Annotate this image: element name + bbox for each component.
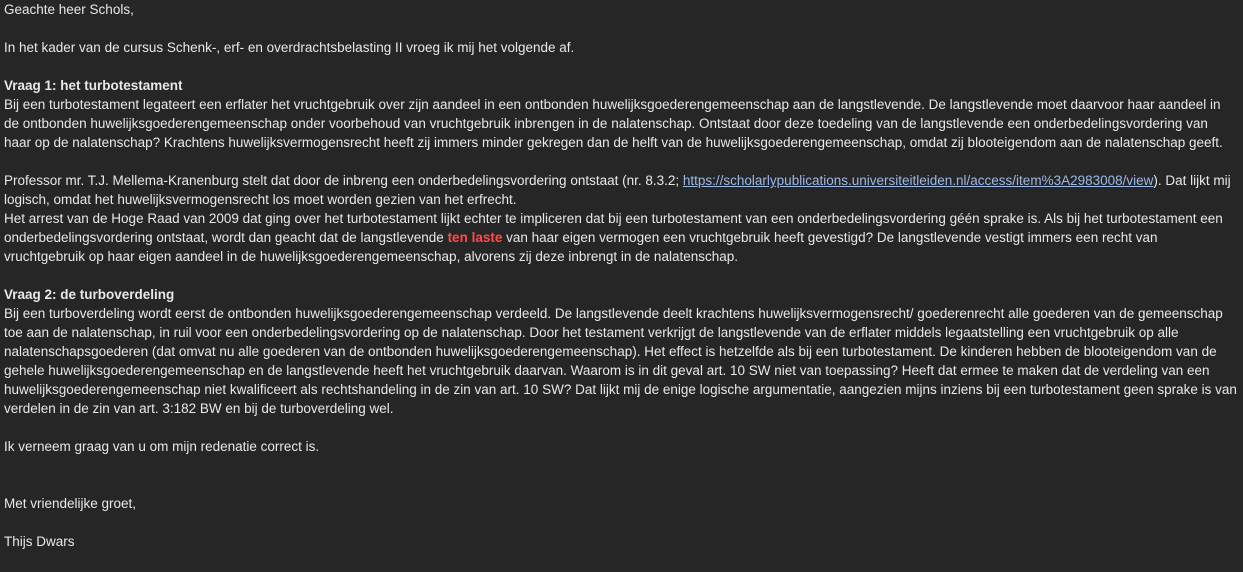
closing-question: Ik verneem graag van u om mijn redenatie correct is. (4, 439, 320, 454)
signature: Thijs Dwars (4, 534, 75, 549)
intro-paragraph: In het kader van de cursus Schenk-, erf- en overdrachtsbelasting II vroeg ik mij het volgende af. (4, 40, 575, 55)
paragraph-3-text-before: Het arrest van de Hoge Raad van 2009 dat ging over het turbotestament lijkt echter te impliceren dat bij een turbotestament van een onderbedelingsvordering géén sprake is. Als bij het turbotestament een onderbedelingsvordering ontstaat, wordt dan geacht dat de langstlevende (4, 211, 1223, 245)
blank-line (4, 152, 1238, 171)
question-1-heading: Vraag 1: het turbotestament (4, 78, 183, 93)
blank-line (4, 266, 1238, 285)
highlighted-text-ten-laste: ten laste (447, 230, 503, 245)
email-body (4, 0, 1238, 551)
salutation: Geachte heer Schols, (4, 2, 134, 17)
question-2-heading: Vraag 2: de turboverdeling (4, 287, 175, 302)
question-1-paragraph-2 (4, 171, 1238, 209)
paragraph-3-text-after: van haar eigen vermogen een vruchtgebruik heeft gevestigd? De langstlevende vestigt immers een recht van vruchtgebruik op haar eigen aandeel in de huwelijksgoederengemeenschap, alvorens zij deze inbrengt in de nalatenschap. (4, 230, 1158, 264)
question-1-paragraph-3 (4, 209, 1238, 266)
blank-line (4, 456, 1238, 475)
question-1-paragraph-1: Bij een turbotestament legateert een erflater het vruchtgebruik over zijn aandeel in een ontbonden huwelijksgoederengemeenschap aan de langstlevende. De langstlevende moet daarvoor haar aandeel in de ontbonden huwelijksgoederengemeenschap onder voorbehoud van vruchtgebruik inbrengen in de nalatenschap. Ontstaat door deze toedeling van de langstlevende een onderbedelingsvordering van haar op de nalatenschap? Krachtens huwelijksvermogensrecht heeft zij immers minder gekregen dan de helft van de huwelijksgoederengemeenschap, omdat zij blooteigendom aan de nalatenschap geeft. (4, 97, 1223, 150)
scholarly-publication-link[interactable]: https://scholarlypublications.universiteitleiden.nl/access/item%3A2983008/view (682, 173, 1154, 188)
blank-line (4, 475, 1238, 494)
closing-greeting: Met vriendelijke groet, (4, 496, 137, 511)
blank-line (4, 513, 1238, 532)
blank-line (4, 57, 1238, 76)
paragraph-2-text-after-link: ). Dat lijkt mij logisch, omdat het huwelijksvermogensrecht los moet worden gezien van het erfrecht. (4, 173, 1231, 207)
blank-line (4, 418, 1238, 437)
blank-line (4, 19, 1238, 38)
paragraph-2-text-before-link: Professor mr. T.J. Mellema-Kranenburg stelt dat door de inbreng een onderbedelingsvordering ontstaat (nr. 8.3.2; (4, 173, 683, 188)
question-2-paragraph-1: Bij een turboverdeling wordt eerst de ontbonden huwelijksgoederengemeenschap verdeeld. De langstlevende deelt krachtens huwelijksvermogensrecht/ goederenrecht alle goederen van de gemeenschap toe aan de nalatenschap, in ruil voor een onderbedelingsvordering op de nalatenschap. Door het testament verkrijgt de langstlevende van de erflater middels legaatstelling een vruchtgebruik op alle nalatenschapsgoederen (dat omvat nu alle goederen van de ontbonden huwelijksgoederengemeenschap). Het effect is hetzelfde als bij een turbotestament. De kinderen hebben de blooteigendom van de gehele huwelijksgoederengemeenschap en de langstlevende heeft het vruchtgebruik daarvan. Waarom is in dit geval art. 10 SW niet van toepassing? Heeft dat ermee te maken dat de verdeling van een huwelijksgoederengemeenschap niet kwalificeert als rechtshandeling in de zin van art. 10 SW? Dat lijkt mij de enige logische argumentatie, aangezien mijns inziens bij een turbotestament geen sprake is van verdelen in de zin van art. 3:182 BW en bij de turboverdeling wel. (4, 306, 1237, 416)
